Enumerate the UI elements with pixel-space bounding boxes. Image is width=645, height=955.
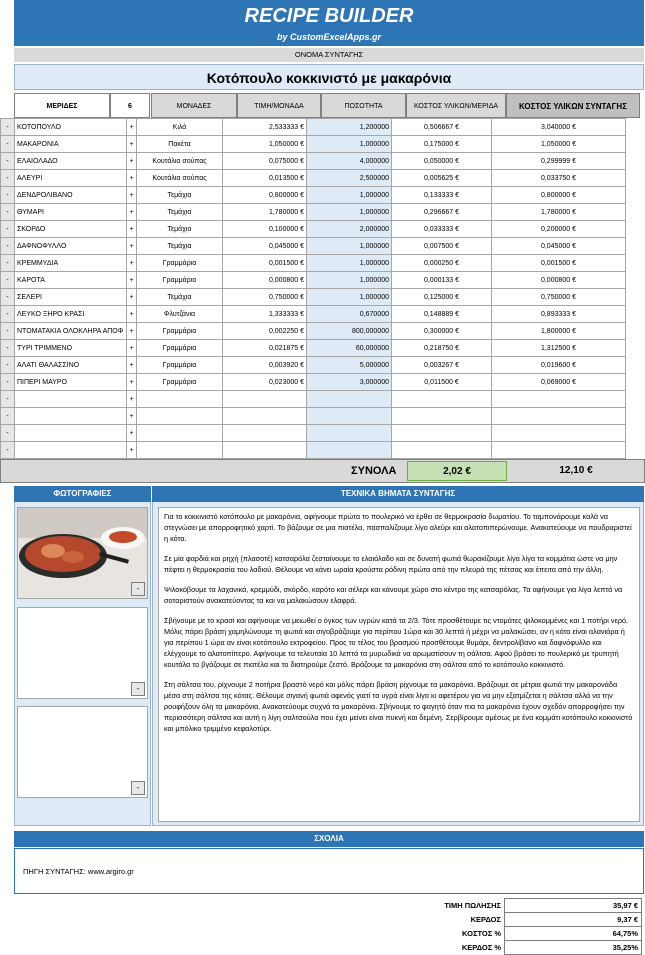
ingredient-cost-recipe: 1,780000 € — [492, 204, 626, 221]
ingredient-cost-recipe: 0,019600 € — [492, 357, 626, 374]
ingredient-name[interactable]: ΛΕΥΚΟ ΞΗΡΟ ΚΡΑΣΙ — [15, 306, 127, 323]
ingredient-name[interactable]: ΠΙΠΕΡΙ ΜΑΥΡΟ — [15, 374, 127, 391]
ingredient-cost-portion: 0,003267 € — [392, 357, 492, 374]
ingredient-qty[interactable]: 800,000000 — [307, 323, 392, 340]
ingredient-cost-portion: 0,218750 € — [392, 340, 492, 357]
ingredient-picker-button[interactable]: + — [127, 204, 137, 221]
ingredient-cost-portion — [392, 442, 492, 459]
ingredient-price: 0,100000 € — [223, 221, 307, 238]
remove-row-button[interactable]: - — [1, 221, 15, 238]
remove-row-button[interactable]: - — [1, 272, 15, 289]
ingredient-row — [1, 340, 626, 357]
photo-slot-3[interactable] — [17, 706, 148, 798]
remove-row-button[interactable]: - — [1, 170, 15, 187]
ingredient-row — [1, 425, 626, 442]
ingredient-cost-portion: 0,033333 € — [392, 221, 492, 238]
ingredient-name[interactable]: ΝΤΟΜΑΤΑΚΙΑ ΟΛΟΚΛΗΡΑ ΑΠΟΦ — [15, 323, 127, 340]
ingredient-row — [1, 255, 626, 272]
ingredient-price: 0,800000 € — [223, 187, 307, 204]
ingredient-cost-recipe: 0,200000 € — [492, 221, 626, 238]
photo-2-remove-button[interactable]: - — [131, 682, 145, 696]
ingredient-name[interactable]: ΜΑΚΑΡΟΝΙΑ — [15, 136, 127, 153]
ingredient-qty[interactable]: 1,000000 — [307, 255, 392, 272]
ingredient-price: 0,750000 € — [223, 289, 307, 306]
remove-row-button[interactable]: - — [1, 238, 15, 255]
ingredient-name[interactable]: ΑΛΕΥΡΙ — [15, 170, 127, 187]
ingredient-cost-portion: 0,133333 € — [392, 187, 492, 204]
ingredient-name[interactable] — [15, 408, 127, 425]
totals-row — [0, 459, 645, 483]
remove-row-button[interactable]: - — [1, 374, 15, 391]
ingredient-qty[interactable] — [307, 425, 392, 442]
ingredient-row — [1, 153, 626, 170]
ingredient-price — [223, 391, 307, 408]
ingredient-picker-button[interactable]: + — [127, 306, 137, 323]
ingredient-price: 0,001500 € — [223, 255, 307, 272]
recipe-photo — [18, 508, 147, 598]
ingredient-unit: Γραμμάρια — [137, 272, 223, 289]
ingredient-price: 0,075000 € — [223, 153, 307, 170]
ingredient-row — [1, 187, 626, 204]
ingredient-picker-button[interactable]: + — [127, 323, 137, 340]
ingredient-picker-button[interactable]: + — [127, 221, 137, 238]
ingredient-cost-recipe: 0,299999 € — [492, 153, 626, 170]
ingredient-unit: Κιλά — [137, 119, 223, 136]
ingredient-name[interactable]: ΑΛΑΤΙ ΘΑΛΑΣΣΙΝΟ — [15, 357, 127, 374]
ingredient-cost-portion: 0,050000 € — [392, 153, 492, 170]
ingredient-cost-recipe: 3,040000 € — [492, 119, 626, 136]
app-title: RECIPE BUILDER — [244, 5, 414, 27]
ingredient-price: 0,021875 € — [223, 340, 307, 357]
ingredient-unit — [137, 425, 223, 442]
sale-price-label: ΤΙΜΗ ΠΩΛΗΣΗΣ — [444, 901, 501, 910]
notes-text: ΠΗΓΗ ΣΥΝΤΑΓΗΣ: www.argiro.gr — [23, 867, 134, 876]
ingredient-row — [1, 119, 626, 136]
ingredient-qty[interactable]: 1,000000 — [307, 204, 392, 221]
photo-3-remove-button[interactable]: - — [131, 781, 145, 795]
ingredient-price: 0,013500 € — [223, 170, 307, 187]
ingredient-qty[interactable]: 2,000000 — [307, 221, 392, 238]
ingredient-name[interactable]: ΘΥΜΑΡΙ — [15, 204, 127, 221]
ingredient-price: 0,002250 € — [223, 323, 307, 340]
ingredient-price — [223, 425, 307, 442]
ingredient-price: 2,533333 € — [223, 119, 307, 136]
ingredient-cost-recipe: 0,001500 € — [492, 255, 626, 272]
ingredient-cost-portion: 0,005625 € — [392, 170, 492, 187]
ingredient-row — [1, 391, 626, 408]
step-paragraph: Σβήνουμε με το κρασί και αφήνουμε να μειωθεί ο όγκος των υγρών κατά τα 2/3. Τότε προσθέτουμε τις ντομάτες ψιλοκομμένες και 1 ποτήρι νερό. Μόλις πάρει βράση χαμηλώνουμε τη φωτιά και σιγοβράζουμε για περίπου 1ώρα και 30 λεπτά ή μέχρι να μαλακώσει, αν η κότα είναι αλανιάρα ή για περίπου 1 ώρα αν είναι κοτόπουλο εκτροφείου. Προς το τέλος του βρασμού προσθέτουμε θυμάρι, δεντρολίβανο και δαφνόφυλλο και ελέγχουμε το αλατοπίπερο. Αφήνουμε τα τελευταία 10 λεπτά τα μυρωδικά να αρωματίσουν τη σάλτσα. Αφού βράσει το πουλερικό με τρυπητή κουτάλα το βγάζουμε σε πιατέλα και το διατηρούμε ζεστό. Βράζουμε τα μακαρόνια στη σάλτσα από το κοτόπουλο κοκκινιστό. — [164, 616, 629, 669]
remove-row-button[interactable]: - — [1, 340, 15, 357]
app-subtitle: by CustomExcelApps.gr — [276, 32, 382, 42]
ingredient-unit: Τεμάχια — [137, 238, 223, 255]
ingredient-row — [1, 204, 626, 221]
ingredient-row — [1, 323, 626, 340]
col-cost-portion-header: ΚΟΣΤΟΣ ΥΛΙΚΩΝ/ΜΕΡΙΔΑ — [406, 93, 506, 118]
ingredient-cost-portion: 0,007500 € — [392, 238, 492, 255]
ingredient-name[interactable]: ΤΥΡΙ ΤΡΙΜΜΕΝΟ — [15, 340, 127, 357]
ingredient-qty[interactable] — [307, 391, 392, 408]
ingredient-row — [1, 306, 626, 323]
ingredient-unit: Γραμμάρια — [137, 374, 223, 391]
steps-text[interactable] — [158, 507, 640, 822]
ingredient-unit: Πακέτα — [137, 136, 223, 153]
step-paragraph: Σε μία φαρδιά και ρηχή (πλασοτέ) κατσαρόλα ζεσταίνουμε το ελαιόλαδο και σε δυνατή φωτιά θωρακίζουμε λίγα λίγα τα κομμάτια ώστε να μην πέφτει η θερμοκρασία του λαδιού. Θέλουμε να κάνει ωραία κρούστα ρόδινη πρώτα από την πλευρά της πέτσας και έπειτα από την άλλη. — [164, 554, 618, 574]
ingredient-row — [1, 289, 626, 306]
ingredient-cost-portion: 0,296667 € — [392, 204, 492, 221]
ingredient-cost-recipe: 1,312500 € — [492, 340, 626, 357]
ingredient-name[interactable]: ΣΚΟΡΔΟ — [15, 221, 127, 238]
ingredient-name[interactable]: ΔΕΝΔΡΟΛΙΒΑΝΟ — [15, 187, 127, 204]
step-paragraph: Για το κοκκινιστό κοτόπουλο με μακαρόνια, αφήνουμε πρώτα το πουλερικό να έρθει σε θερμοκρασία δωματίου. Το ταμπονάρουμε καλά να στεγνώσει με απορροφητικό χαρτί. Το βάζουμε σε μια πιατέλα, πασπαλίζουμε λίγο αλεύρι και αλατοπιπερώνουμε. Ανακατεύουμε να πουδραριστεί η κότα. — [164, 512, 632, 543]
ingredient-qty[interactable] — [307, 408, 392, 425]
ingredient-cost-recipe: 0,069000 € — [492, 374, 626, 391]
remove-row-button[interactable]: - — [1, 136, 15, 153]
ingredient-qty[interactable]: 5,000000 — [307, 357, 392, 374]
notes-title: ΣΧΟΛΙΑ — [14, 831, 644, 847]
profit-pct-value: 35,25% — [505, 941, 642, 955]
ingredient-name[interactable]: ΣΕΛΕΡΙ — [15, 289, 127, 306]
ingredient-qty[interactable]: 3,000000 — [307, 374, 392, 391]
ingredient-row — [1, 442, 626, 459]
ingredient-price — [223, 408, 307, 425]
ingredient-cost-portion: 0,125000 € — [392, 289, 492, 306]
ingredient-picker-button[interactable]: + — [127, 136, 137, 153]
ingredient-cost-portion: 0,000250 € — [392, 255, 492, 272]
ingredient-cost-portion — [392, 391, 492, 408]
ingredient-unit: Κουτάλια σούπας — [137, 153, 223, 170]
ingredient-name[interactable]: ΕΛΑΙΟΛΑΔΟ — [15, 153, 127, 170]
remove-row-button[interactable]: - — [1, 187, 15, 204]
ingredient-picker-button[interactable]: + — [127, 153, 137, 170]
ingredient-picker-button[interactable]: + — [127, 272, 137, 289]
ingredient-row — [1, 170, 626, 187]
ingredient-unit: Κουτάλια σούπας — [137, 170, 223, 187]
ingredient-price: 1,050000 € — [223, 136, 307, 153]
col-qty-header: ΠΟΣΟΤΗΤΑ — [321, 93, 406, 118]
ingredient-price: 0,000800 € — [223, 272, 307, 289]
ingredient-cost-portion — [392, 408, 492, 425]
cost-pct-label: ΚΟΣΤΟΣ % — [462, 929, 501, 938]
ingredient-name[interactable] — [15, 442, 127, 459]
ingredient-unit — [137, 408, 223, 425]
photo-1-remove-button[interactable]: - — [131, 582, 145, 596]
profit-pct-label: ΚΕΡΔΟΣ % — [461, 943, 501, 952]
col-unit-header: ΜΟΝΑΔΕΣ — [151, 93, 237, 118]
ingredient-cost-recipe — [492, 408, 626, 425]
ingredient-name[interactable]: ΚΑΡΟΤΑ — [15, 272, 127, 289]
ingredient-cost-recipe: 0,045000 € — [492, 238, 626, 255]
ingredient-cost-portion: 0,148889 € — [392, 306, 492, 323]
remove-row-button[interactable]: - — [1, 391, 15, 408]
ingredient-unit: Τεμάχια — [137, 221, 223, 238]
ingredient-picker-button[interactable]: + — [127, 391, 137, 408]
cost-pct-value: 64,75% — [505, 927, 642, 941]
ingredient-row — [1, 136, 626, 153]
ingredient-qty[interactable]: 1,000000 — [307, 238, 392, 255]
ingredient-cost-recipe: 0,893333 € — [492, 306, 626, 323]
total-recipe: 12,10 € — [559, 465, 593, 476]
col-price-header: ΤΙΜΗ/ΜΟΝΑΔΑ — [237, 93, 321, 118]
ingredient-qty[interactable]: 1,000000 — [307, 289, 392, 306]
ingredient-row — [1, 238, 626, 255]
remove-row-button[interactable]: - — [1, 442, 15, 459]
ingredient-picker-button[interactable]: + — [127, 340, 137, 357]
ingredient-qty[interactable]: 1,000000 — [307, 187, 392, 204]
remove-row-button[interactable]: - — [1, 425, 15, 442]
ingredient-picker-button[interactable]: + — [127, 187, 137, 204]
ingredient-picker-button[interactable]: + — [127, 238, 137, 255]
remove-row-button[interactable]: - — [1, 153, 15, 170]
ingredient-cost-recipe: 0,800000 € — [492, 187, 626, 204]
ingredient-picker-button[interactable]: + — [127, 425, 137, 442]
remove-row-button[interactable]: - — [1, 119, 15, 136]
ingredient-unit: Γραμμάρια — [137, 323, 223, 340]
ingredient-picker-button[interactable]: + — [127, 255, 137, 272]
ingredient-row — [1, 408, 626, 425]
profit-label: ΚΕΡΔΟΣ — [470, 915, 501, 924]
ingredient-name[interactable]: ΚΡΕΜΜΥΔΙΑ — [15, 255, 127, 272]
ingredient-qty[interactable]: 1,200000 — [307, 119, 392, 136]
remove-row-button[interactable]: - — [1, 323, 15, 340]
ingredient-cost-portion: 0,506667 € — [392, 119, 492, 136]
ingredient-cost-portion: 0,011500 € — [392, 374, 492, 391]
ingredient-qty[interactable]: 60,000000 — [307, 340, 392, 357]
ingredient-cost-recipe — [492, 425, 626, 442]
ingredient-unit: Φλυτζάνια — [137, 306, 223, 323]
ingredient-cost-recipe: 0,750000 € — [492, 289, 626, 306]
ingredient-cost-portion: 0,000133 € — [392, 272, 492, 289]
ingredient-cost-recipe: 0,000800 € — [492, 272, 626, 289]
ingredient-unit: Γραμμάρια — [137, 357, 223, 374]
ingredient-qty[interactable]: 0,670000 — [307, 306, 392, 323]
ingredient-qty[interactable]: 1,000000 — [307, 272, 392, 289]
ingredient-cost-recipe: 1,050000 € — [492, 136, 626, 153]
ingredient-picker-button[interactable]: + — [127, 408, 137, 425]
step-paragraph: Ψιλοκόβουμε τα λαχανικά, κρεμμύδι, σκόρδο, καρότο και σέλερι και κάνουμε χώρο στο κέντρο της κατσαρόλας. Τα αφήνουμε για λίγα λεπτά να σοταριστούν ανακατεύοντας τα και να μαλακώσουν ελαφρά. — [164, 585, 623, 605]
ingredient-picker-button[interactable]: + — [127, 357, 137, 374]
remove-row-button[interactable]: - — [1, 306, 15, 323]
ingredient-picker-button[interactable]: + — [127, 119, 137, 136]
ingredient-qty[interactable] — [307, 442, 392, 459]
ingredient-qty[interactable]: 2,500000 — [307, 170, 392, 187]
ingredient-name[interactable] — [15, 391, 127, 408]
ingredient-name[interactable] — [15, 425, 127, 442]
steps-title: ΤΕΧΝΙΚΑ ΒΗΜΑΤΑ ΣΥΝΤΑΓΗΣ — [152, 486, 644, 502]
app-header — [14, 0, 644, 46]
ingredients-table — [0, 118, 626, 459]
ingredient-price — [223, 442, 307, 459]
ingredient-cost-portion — [392, 425, 492, 442]
portions-input[interactable]: 6 — [110, 93, 150, 118]
ingredient-name[interactable]: ΚΟΤΟΠΟΥΛΟ — [15, 119, 127, 136]
photos-title: ΦΩΤΟΓΡΑΦΙΕΣ — [14, 486, 151, 502]
col-cost-recipe-header: ΚΟΣΤΟΣ ΥΛΙΚΩΝ ΣΥΝΤΑΓΗΣ — [506, 93, 640, 118]
ingredient-unit: Γραμμάρια — [137, 255, 223, 272]
ingredient-qty[interactable]: 1,000000 — [307, 136, 392, 153]
photo-slot-1[interactable] — [17, 507, 148, 599]
remove-row-button[interactable]: - — [1, 255, 15, 272]
summary-table — [418, 898, 642, 955]
totals-label: ΣΥΝΟΛΑ — [351, 465, 397, 477]
ingredient-row — [1, 374, 626, 391]
ingredient-price: 1,333333 € — [223, 306, 307, 323]
step-paragraph: Στη σάλτσα του, ρίχνουμε 2 ποτήρια βραστό νερό και μόλις πάρει βράση ρίχνουμε τα μακαρόνια. Βράζουμε σε μέτρια φωτιά την μακαρονάδα μέσα στη σάλτσα της κότας. Θέλουμε σιγανή φωτιά αφενός γιατί τα υγρά είναι λίγα κι αφετέρου για να μην εξατμίζεται η σάλτσα αλλά να την ρουφήξουν όλη τα μακαρόνια. Ανακατεύουμε συχνά τα μακαρόνια. Σβήνουμε το φαγητό όταν πια τα μακαρόνια έχουν σχεδόν απορροφήσει την περισσότερη σάλτσα και αυτή η λίγη σαλτσούλα που έχει μείνει είναι πυκνή και δεμένη. Σερβίρουμε αμέσως με ένα κομμάτι κοτόπουλο κοκκινιστό και μπόλικο τριμμένο κεφαλοτύρι. — [164, 680, 633, 733]
ingredient-cost-recipe: 0,033750 € — [492, 170, 626, 187]
ingredient-row — [1, 221, 626, 238]
recipe-name-label: ΟΝΟΜΑ ΣΥΝΤΑΓΗΣ — [14, 48, 644, 62]
total-per-portion: 2,02 € — [407, 461, 507, 481]
profit-value: 9,37 € — [505, 913, 642, 927]
ingredient-picker-button[interactable]: + — [127, 374, 137, 391]
ingredient-price: 0,045000 € — [223, 238, 307, 255]
ingredient-row — [1, 357, 626, 374]
ingredient-cost-portion: 0,300000 € — [392, 323, 492, 340]
ingredient-picker-button[interactable]: + — [127, 289, 137, 306]
ingredient-unit: Τεμάχια — [137, 204, 223, 221]
remove-row-button[interactable]: - — [1, 357, 15, 374]
ingredient-qty[interactable]: 4,000000 — [307, 153, 392, 170]
ingredient-cost-recipe — [492, 391, 626, 408]
portions-label: ΜΕΡΙΔΕΣ — [14, 93, 110, 118]
ingredient-unit — [137, 391, 223, 408]
photo-slot-2[interactable] — [17, 607, 148, 699]
sale-price-value[interactable]: 35,97 € — [505, 899, 642, 913]
ingredient-cost-portion: 0,175000 € — [392, 136, 492, 153]
remove-row-button[interactable]: - — [1, 289, 15, 306]
remove-row-button[interactable]: - — [1, 204, 15, 221]
recipe-name-field[interactable]: Κοτόπουλο κοκκινιστό με μακαρόνια — [14, 64, 644, 90]
remove-row-button[interactable]: - — [1, 408, 15, 425]
ingredient-unit: Τεμάχια — [137, 289, 223, 306]
ingredient-picker-button[interactable]: + — [127, 442, 137, 459]
ingredient-unit: Γραμμάρια — [137, 340, 223, 357]
ingredient-unit: Τεμάχια — [137, 187, 223, 204]
ingredient-price: 1,780000 € — [223, 204, 307, 221]
ingredient-price: 0,023000 € — [223, 374, 307, 391]
ingredient-cost-recipe: 1,800000 € — [492, 323, 626, 340]
ingredient-price: 0,003920 € — [223, 357, 307, 374]
ingredient-unit — [137, 442, 223, 459]
ingredient-picker-button[interactable]: + — [127, 170, 137, 187]
notes-field[interactable] — [14, 848, 644, 894]
ingredient-cost-recipe — [492, 442, 626, 459]
ingredient-name[interactable]: ΔΑΦΝΟΦΥΛΛΟ — [15, 238, 127, 255]
ingredient-row — [1, 272, 626, 289]
